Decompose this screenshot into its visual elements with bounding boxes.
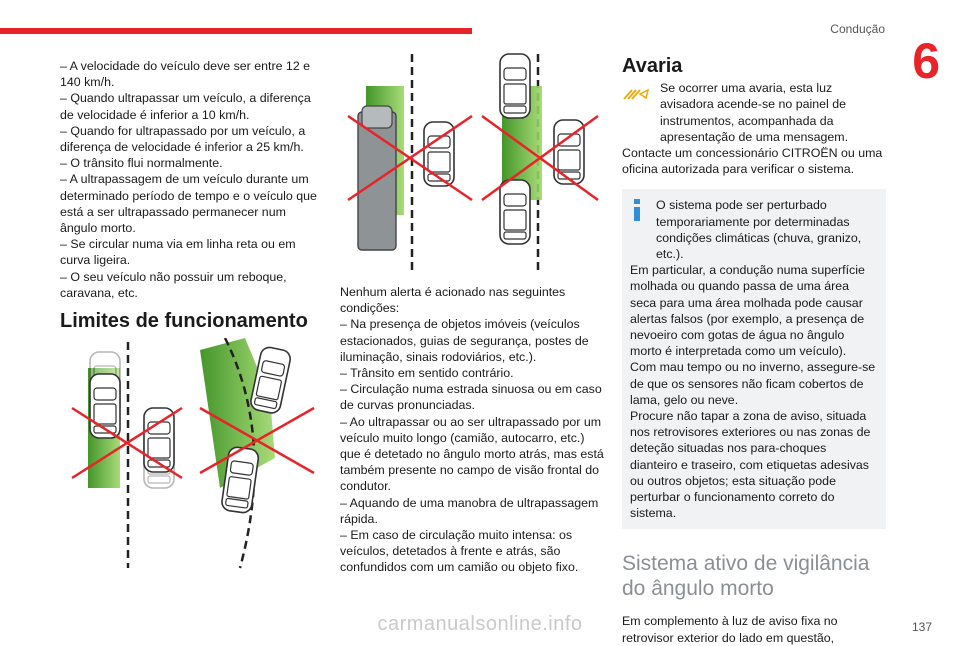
illustration-limits-1: [60, 338, 330, 570]
condition-line: – Circulação numa estrada sinuosa ou em caso de curvas pronunciadas.: [340, 382, 602, 413]
column-left: [60, 58, 322, 301]
condition-line: – Quando for ultrapassado por um veículo, a diferença de velocidade é inferior a 25 km/h.: [60, 123, 306, 155]
condition-line: – Em caso de circulação muito intensa: os veículos, detetados à frente e atrás, são confundidos com um camião ou objeto fixo.: [340, 528, 579, 575]
info-text: Com mau tempo ou no inverno, assegure-se de que os sensores não ficam cobertos de lama, gelo ou neve.: [630, 360, 876, 407]
warning-light-icon: [622, 86, 652, 102]
heading-limits: Limites de funcionamento: [60, 310, 308, 332]
condition-line: – Aquando de uma manobra de ultrapassagem rápida.: [340, 495, 599, 526]
condition-line: – Quando ultrapassar um veículo, a diferença de velocidade é inferior a 10 km/h.: [60, 91, 311, 122]
column-right: [622, 55, 886, 646]
sistema-text: Em complemento à luz de aviso fixa no retrovisor exterior do lado em questão,: [622, 614, 838, 645]
avaria-text: Se ocorrer uma avaria, esta luz avisadora acende-se no painel de instrumentos, acompanhada da apresentação de uma mensagem.: [660, 81, 849, 144]
column-middle: [340, 284, 604, 576]
heading-sistema: Sistema ativo de vigilância do ângulo morto: [622, 552, 870, 601]
condition-line: – Ao ultrapassar ou ao ser ultrapassado por um veículo muito longo (camião, autocarro, etc.) que é detetado no ângulo morto atrás, mas está também presente no campo de visão frontal do condutor.: [340, 414, 604, 494]
heading-avaria: Avaria: [622, 55, 683, 77]
chapter-number: 6: [912, 33, 940, 89]
section-title: Condução: [830, 22, 885, 36]
watermark: carmanualsonline.info: [377, 613, 583, 635]
condition-line: – Se circular numa via em linha reta ou em curva ligeira.: [60, 237, 296, 268]
condition-line: Nenhum alerta é acionado nas seguintes condições:: [340, 285, 566, 316]
condition-line: – A ultrapassagem de um veículo durante um determinado período de tempo e o veículo que está a ser ultrapassado permanecer num ângulo morto.: [60, 172, 317, 236]
condition-line: – Trânsito em sentido contrário.: [340, 366, 514, 381]
condition-line: – O seu veículo não possuir um reboque, caravana, etc.: [60, 269, 287, 300]
header-accent-bar: [0, 28, 472, 34]
condition-line: – O trânsito flui normalmente.: [60, 156, 223, 171]
info-text: Em particular, a condução numa superfície molhada ou quando passa de uma área seca para uma área molhada pode causar alertas falsos (por exemplo, a presença de nevoeiro com gotas de água no ângulo morto é interpretada como um veículo).: [630, 263, 865, 359]
condition-line: – Na presença de objetos imóveis (veículos estacionados, guias de segurança, postes de iluminação, sinais rodoviários, etc.).: [340, 317, 589, 364]
condition-line: – A velocidade do veículo deve ser entre 12 e 140 km/h.: [60, 59, 311, 90]
page-number: 137: [911, 620, 932, 634]
info-icon: [632, 199, 642, 221]
info-box: [622, 189, 886, 529]
avaria-text: Contacte um concessionário CITROËN ou uma oficina autorizada para verificar o sistema.: [622, 146, 883, 177]
info-text: Procure não tapar a zona de aviso, situada nos retrovisores exteriores ou nas zonas de deteção situadas nos para-choques dianteiro e traseiro, com etiquetas adesivas ou outros objetos; esta situação pode perturbar o funcionamento correto do sistema.: [630, 409, 871, 521]
illustration-limits-2: [342, 50, 600, 275]
info-text: O sistema pode ser perturbado temporariamente por determinadas condições climáticas (chuva, granizo, etc.).: [656, 198, 862, 262]
